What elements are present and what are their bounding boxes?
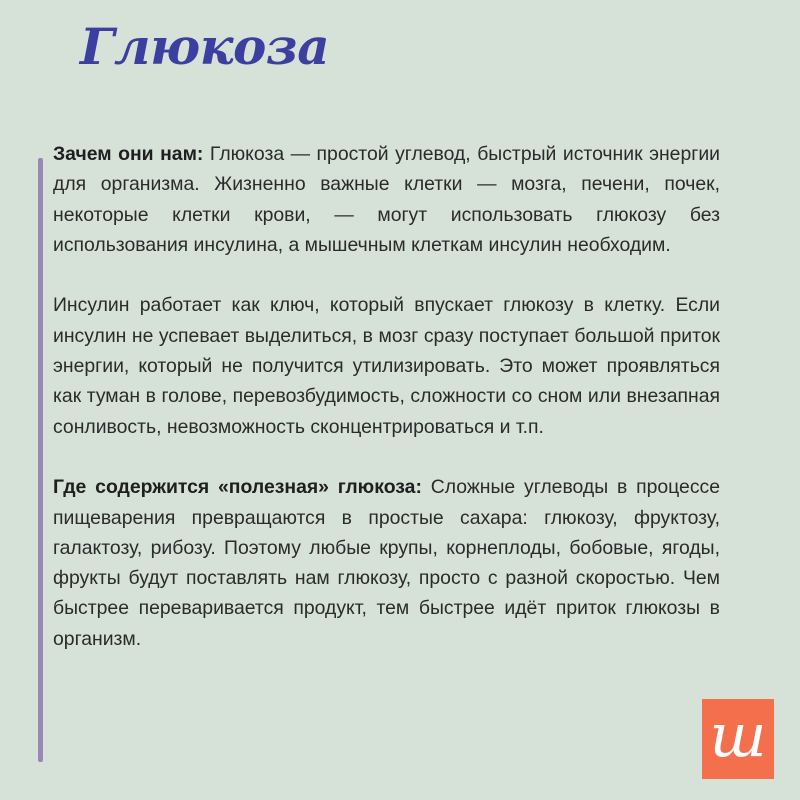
paragraph-lead: Где содержится «полезная» глюкоза: <box>53 476 422 499</box>
paragraph-lead: Зачем они нам: <box>53 143 204 165</box>
paragraph-text: Инсулин работает как ключ, который впускает глюкозу в клетку. Если инсулин не успевает выделиться, в мозг сразу поступает большой приток энергии, который не получится утилизировать. Это может проявляться как туман в голове, перевозбудимость, сложности со сном или внезапная сонливость, невозможность сконцентрироваться и т.п. <box>53 294 720 438</box>
paragraph-text: Глюкоза — простой углевод, быстрый источник энергии для организма. Жизненно важные клетки — мозга, печени, почек, некоторые клетки крови, — могут использовать глюкозу без использования инсулина, а мышечным клеткам инсулин необходим. <box>53 143 720 256</box>
paragraph-insulin <box>53 290 720 441</box>
page-title: Глюкоза <box>80 17 330 76</box>
paragraph-text: Сложные углеводы в процессе пищеварения превращаются в простые сахара: глюкозу, фруктозу, галактозу, рибозу. Поэтому любые крупы, корнеплоды, бобовые, ягоды, фрукты будут поставлять нам глюкозу, просто с разной скоростью. Чем быстрее переваривается продукт, тем быстрее идёт приток глюкозы в организм. <box>53 476 720 650</box>
paragraph-sources <box>53 472 720 654</box>
uniweb-logo-icon <box>702 699 774 779</box>
logo-glyph: ш <box>709 701 767 771</box>
article-body <box>53 139 720 654</box>
accent-bar <box>38 158 43 762</box>
paragraph-why <box>53 139 720 260</box>
